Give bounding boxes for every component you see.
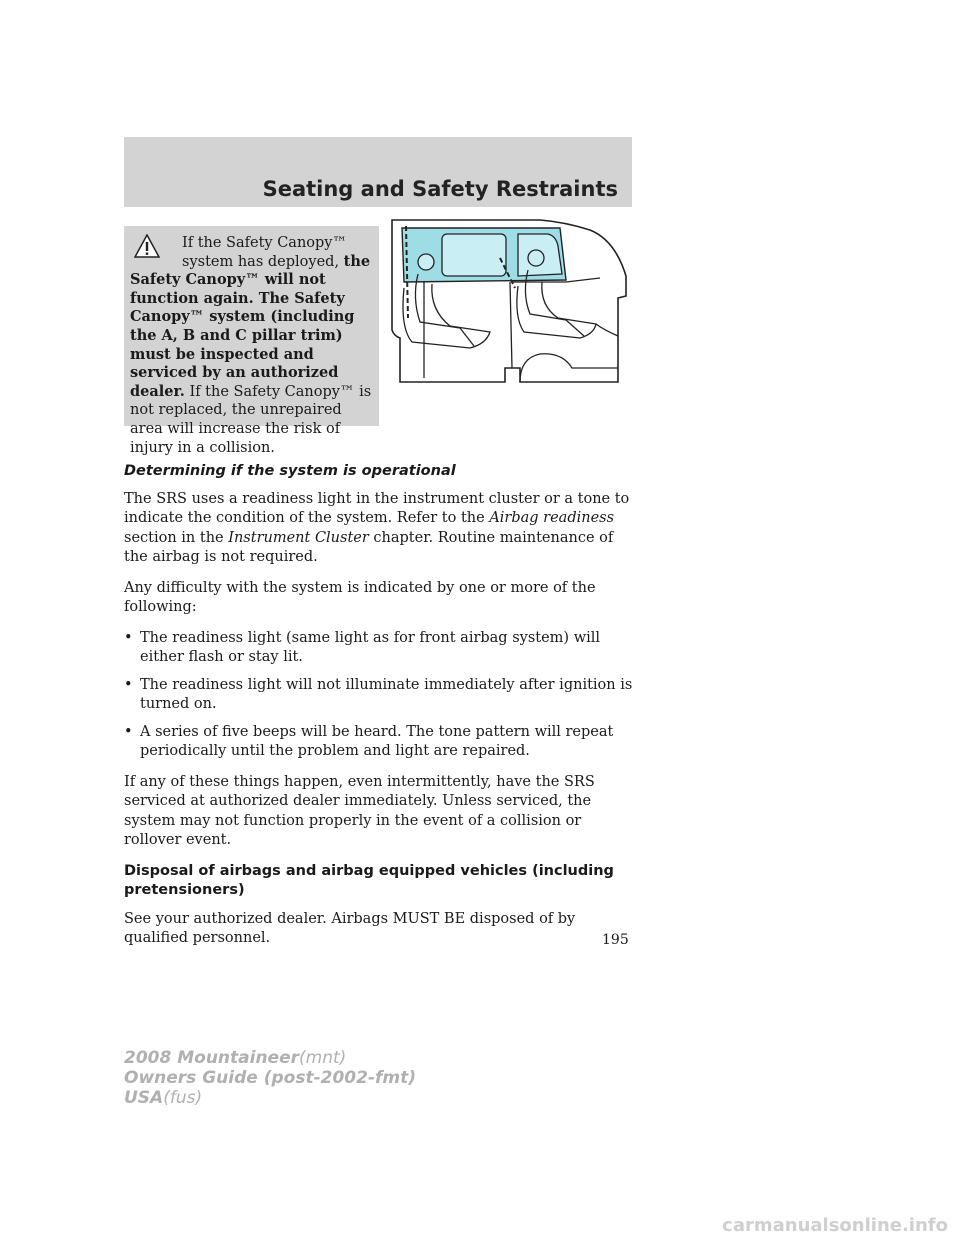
warning-bold-block: Safety Canopy™ will not function again. The Safety Canopy™ system (including the A, B and C pillar trim) must be inspected and serviced by an authorized dealer. bbox=[130, 271, 355, 400]
list-item-text: The readiness light will not illuminate immediately after ignition is turned on. bbox=[140, 676, 633, 712]
list-item bbox=[124, 629, 636, 668]
bullet-glyph: • bbox=[124, 676, 133, 693]
section1-paragraph2: Any difficulty with the system is indicated by one or more of the following: bbox=[124, 579, 596, 615]
section2-paragraph1: See your authorized dealer. Airbags MUST BE disposed of by qualified personnel. bbox=[124, 910, 576, 946]
list-item bbox=[124, 676, 636, 715]
list-item-text: The readiness light (same light as for front airbag system) will either flash or stay lit. bbox=[140, 629, 601, 665]
bullet-glyph: • bbox=[124, 723, 133, 740]
footer-line1 bbox=[124, 1048, 416, 1068]
section1-heading: Determining if the system is operational bbox=[124, 463, 456, 479]
symptom-list bbox=[124, 629, 636, 762]
section1-paragraph1 bbox=[124, 490, 636, 568]
ref-instrument-cluster: Instrument Cluster bbox=[228, 529, 369, 546]
warning-text bbox=[130, 234, 378, 457]
footer-guide: Owners Guide (post-2002-fmt) bbox=[124, 1068, 417, 1088]
footer-model: 2008 Mountaineer bbox=[124, 1048, 300, 1068]
p1-text-c: chapter. Routine maintenance of the airbag is not required. bbox=[124, 529, 614, 565]
body-text bbox=[124, 462, 636, 960]
section1-paragraph3: If any of these things happen, even intermittently, have the SRS serviced at authorized dealer immediately. Unless serviced, the system may not function properly in the event of a collision or rollover event. bbox=[124, 773, 595, 848]
page-number: 195 bbox=[602, 932, 629, 948]
warning-line2-plain: system has deployed, bbox=[182, 253, 340, 270]
list-item bbox=[124, 723, 636, 762]
footer-line2 bbox=[124, 1068, 416, 1088]
footer-market: USA bbox=[124, 1088, 164, 1108]
footer-line3 bbox=[124, 1088, 416, 1108]
warning-line2 bbox=[130, 253, 378, 272]
warning-box bbox=[124, 226, 379, 456]
warning-tail: If the Safety Canopy™ is not replaced, the unrepaired area will increase the risk of injury in a collision. bbox=[130, 383, 372, 456]
bullet-glyph: • bbox=[124, 629, 133, 646]
vehicle-side-curtain-airbag-illustration bbox=[390, 218, 635, 386]
section-title: Seating and Safety Restraints bbox=[262, 177, 618, 201]
ref-airbag-readiness: Airbag readiness bbox=[489, 510, 615, 526]
p1-text-a: The SRS uses a readiness light in the instrument cluster or a tone to indicate the condition of the system. Refer to the bbox=[124, 490, 630, 526]
header-band bbox=[124, 137, 632, 207]
p1-text-b: section in the bbox=[124, 529, 224, 546]
warning-line1: If the Safety Canopy™ bbox=[182, 235, 347, 251]
list-item-text: A series of five beeps will be heard. The tone pattern will repeat periodically until the problem and light are repaired. bbox=[140, 723, 614, 759]
warning-line2-bold: the bbox=[343, 252, 371, 270]
document-footer bbox=[124, 1048, 416, 1108]
watermark: carmanualsonline.info bbox=[722, 1215, 948, 1236]
footer-market-code: (fus) bbox=[163, 1088, 203, 1108]
footer-model-code: (mnt) bbox=[299, 1048, 347, 1068]
section2-heading: Disposal of airbags and airbag equipped vehicles (including pretensioners) bbox=[124, 862, 614, 898]
